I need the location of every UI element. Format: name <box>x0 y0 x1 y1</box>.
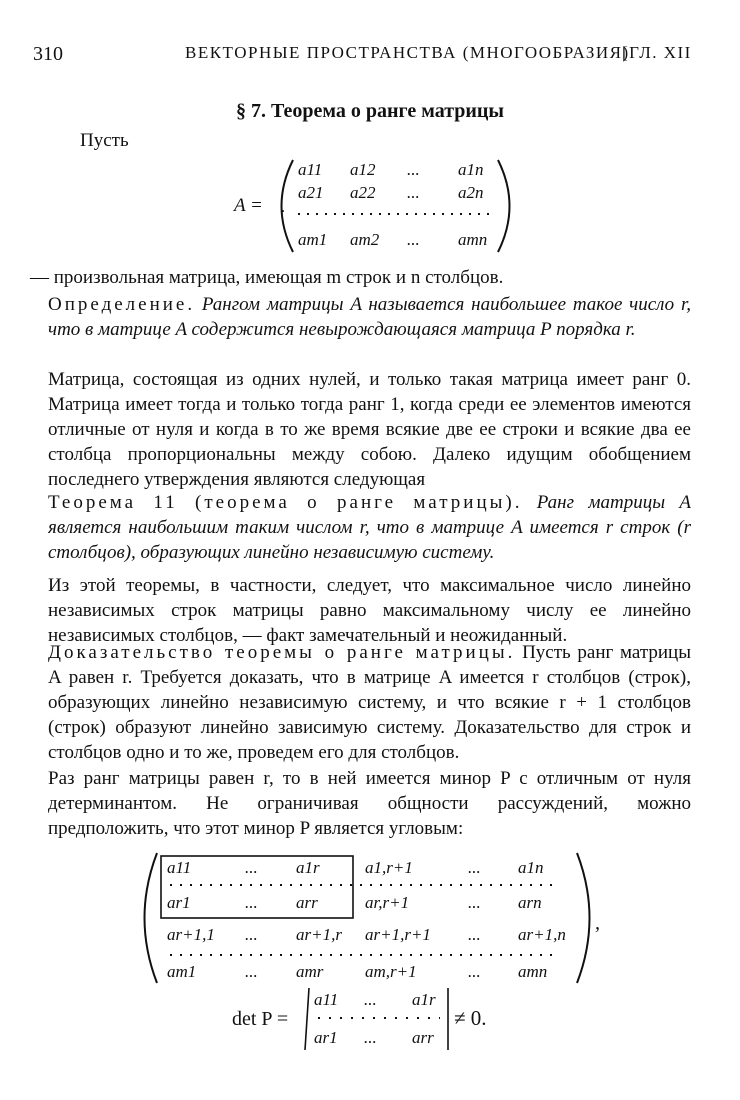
m-cell: arr <box>296 893 318 912</box>
m-cell: ... <box>468 893 481 912</box>
m-cell: amr <box>296 962 324 981</box>
m-cell: a1n <box>518 858 544 877</box>
a-cell: ... <box>407 160 420 179</box>
a-cell: ... <box>407 230 420 249</box>
a-cell: ... <box>407 183 420 202</box>
m-cell: ar,r+1 <box>365 893 410 912</box>
m-cell: ... <box>468 858 481 877</box>
big-right-paren <box>577 853 590 983</box>
det-left-bar <box>305 988 309 1050</box>
m-cell: arn <box>518 893 542 912</box>
m-cell: ar1 <box>167 893 191 912</box>
a-cell: a11 <box>298 160 323 179</box>
a-cell: a21 <box>298 183 324 202</box>
m-cell: ... <box>245 925 258 944</box>
a-cell: a1n <box>458 160 484 179</box>
a-cell: a12 <box>350 160 376 179</box>
running-title: ВЕКТОРНЫЕ ПРОСТРАНСТВА (МНОГООБРАЗИЯ) <box>185 43 630 62</box>
proof-label: Доказательство теоремы о ранге матрицы. <box>48 642 516 663</box>
m-cell: ar+1,r <box>296 925 342 944</box>
a-cell: am2 <box>350 230 380 249</box>
det-relation: ≠ 0. <box>454 1006 487 1030</box>
det-cell: ar1 <box>314 1028 338 1047</box>
m-cell: amn <box>518 962 548 981</box>
a-cell: a2n <box>458 183 484 202</box>
det-cell: a1r <box>412 990 436 1009</box>
m-cell: a1r <box>296 858 320 877</box>
m-cell: am1 <box>167 962 197 981</box>
definition-text: Рангом матрицы A называется наибольшее такое число r, что в матрице A содержится невырождающаяся матрица P порядка r. <box>48 294 691 340</box>
definition-label: Определение. <box>48 294 196 315</box>
m-cell: a1,r+1 <box>365 858 413 877</box>
chapter-label: [ГЛ. XII <box>622 43 692 62</box>
matrix-a-label: A = <box>234 195 263 216</box>
big-left-paren <box>145 853 158 983</box>
m-cell: ar+1,n <box>518 925 566 944</box>
m-cell: ... <box>245 962 258 981</box>
a-cell: a22 <box>350 183 376 202</box>
m-cell: ... <box>468 925 481 944</box>
intro-word: Пусть <box>80 130 129 151</box>
paragraph-2: Матрица, состоящая из одних нулей, и только такая матрица имеет ранг 0. Матрица имеет тогда и только тогда ранг 1, когда среди ее элементов имеются отличные от нуля и когда в то же время всякие две ее строки и всякие два ее столбца пропорциональны между собою. Далеко идущим обобщением последнего утверждения являются следующая <box>48 369 691 490</box>
m-cell: ... <box>245 858 258 877</box>
m-cell: a11 <box>167 858 192 877</box>
det-label: det P = <box>232 1008 289 1030</box>
theorem-text: Ранг матрицы A является наибольшим таким числом r, что в матрице A имеется r строк (r столбцов), образующих линейно независимую систему. <box>48 492 691 563</box>
paragraph-4: Раз ранг матрицы равен r, то в ней имеется минор P с отличным от нуля детерминантом. Не ограничивая общности рассуждений, можно предположить, что этот минор P является угловым: <box>48 768 691 839</box>
a-cell: amn <box>458 230 488 249</box>
proof-text: Пусть ранг матрицы A равен r. Требуется доказать, что в матрице A имеется r столбцов (строк), образующих линейно независимую систему, и что всякие r + 1 столбцов (строк) образуют линейно зависимую систему. Доказательство для строк и столбцов одно и то же, проведем его для столбцов. <box>48 642 691 763</box>
paragraph-3: Из этой теоремы, в частности, следует, что максимальное число линейно независимых строк матрицы равно максимальному числу ее линейно независимых столбцов, — факт замечательный и неожиданный. <box>48 575 691 646</box>
a-cell: am1 <box>298 230 328 249</box>
det-cell: ... <box>364 990 377 1009</box>
m-cell: ... <box>468 962 481 981</box>
page-number: 310 <box>33 43 63 65</box>
section-title: § 7. Теорема о ранге матрицы <box>235 100 505 122</box>
paragraph-1: — произвольная матрица, имеющая m строк и n столбцов. <box>30 267 504 288</box>
theorem-label: Теорема 11 (теорема о ранге матрицы). <box>48 492 523 513</box>
m-cell: ar+1,1 <box>167 925 215 944</box>
leading-dot: . <box>281 199 285 216</box>
det-cell: ... <box>364 1028 377 1047</box>
det-cell: a11 <box>314 990 339 1009</box>
m-cell: am,r+1 <box>365 962 417 981</box>
m-cell: ar+1,r+1 <box>365 925 431 944</box>
det-cell: arr <box>412 1028 434 1047</box>
trailing-comma: , <box>595 912 600 934</box>
m-cell: ... <box>245 893 258 912</box>
